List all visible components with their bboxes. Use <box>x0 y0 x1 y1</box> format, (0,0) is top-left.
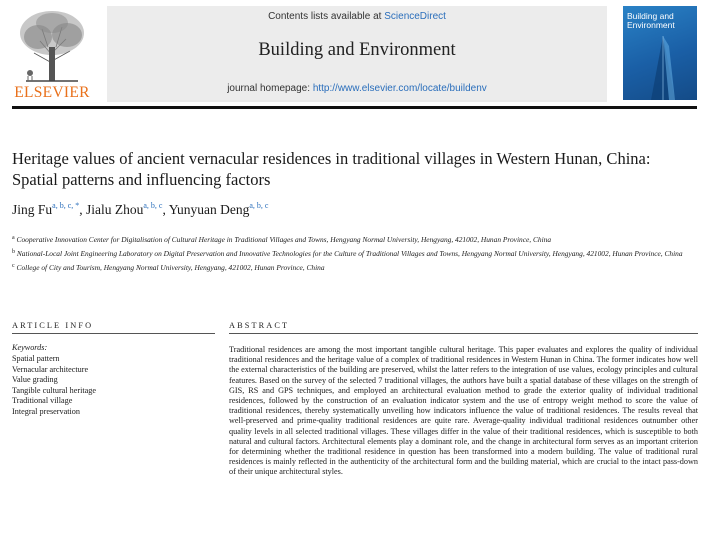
author-name[interactable]: Jialu Zhou <box>86 202 144 217</box>
journal-name: Building and Environment <box>258 40 456 60</box>
affiliation: $^c$ College of City and Tourism, Hengyang Normal University, Hengyang, 421002, Hunan Province, China <box>12 263 325 272</box>
abstract-divider <box>229 333 698 334</box>
affiliation: $^a$ Cooperative Innovation Center for Digitalisation of Cultural Heritage in Traditional Villages and Towns, Hengyang Normal University, Hengyang, 421002, Hunan Province, China <box>12 235 552 244</box>
author-affiliation-marks[interactable]: a, b, c <box>143 201 163 210</box>
header-divider <box>12 106 697 109</box>
author-affiliation-marks[interactable]: a, b, c, * <box>52 201 80 210</box>
author-affiliation-marks[interactable]: a, b, c <box>249 201 269 210</box>
keyword: Value grading <box>12 375 58 385</box>
keywords-label: Keywords: <box>12 343 48 352</box>
abstract-heading: ABSTRACT <box>229 321 290 330</box>
author-list: Jing $Fu^{a, b, c, *}$, Jialu Zhou$^{a, b, c}$, Yunyuan Deng$^{a, b, c}$ <box>12 201 269 217</box>
author-name[interactable]: Jing Fu <box>12 202 53 217</box>
author-name[interactable]: Yunyuan Deng <box>168 202 250 217</box>
keyword: Traditional village <box>12 396 73 406</box>
homepage-prefix: journal homepage: <box>227 83 313 94</box>
contents-prefix: Contents lists available at <box>268 11 385 22</box>
journal-cover <box>623 6 697 100</box>
cover-title: Building and Environment <box>627 11 675 30</box>
cover-building-graphic <box>623 6 697 100</box>
abstract-text: Traditional residences are among the most important tangible cultural heritage. This paper evaluates and explores the quality of individual traditional residences and the heritage value of a complex of traditional residences in Western Hunan in China. The former indicates how well the external characteristics of the building are preserved, whilst the latter refers to the integration of use values, ecology principles and cultural features. Based on the survey of the selected 7 traditional villages, the authors have built a spatial database of these villages on the strength of GIS, RS and GPS techniques, and employed an architectural evaluation method to grade the exterior quality of individual traditional residences, followed by the construction of an evaluation indicator system and the use of entropy weight method to score the value of traditional residences, thereby systematically unveiling how indicators influence the value of traditional residences. The results reveal that well-preserved and prime-quality traditional residences are quite rare. Average-quality individual traditional residences outnumber other quality levels in all selected traditional villages. These villages differ in the value of their traditional residences, which is susceptible to both natural and cultural factors. Architectural elements play a dominant role, and the change in architectural form serves as an important criterion for determining whether the traditional residence in question has been transformed into a modern building. The value of traditional rural residences is mainly reflected in the authenticity of the architectural form and the building material, which are crucial to the intact pass-down of their unique architectural styles. <box>229 345 698 477</box>
article-info-heading: ARTICLE INFO <box>12 321 94 330</box>
keyword-list <box>12 354 96 418</box>
keyword: Tangible cultural heritage <box>12 385 96 395</box>
publisher-wordmark: ELSEVIER <box>14 84 90 101</box>
affiliation: $^b$ National-Local Joint Engineering Laboratory on Digital Preservation and Innovative Technologies for the Culture of Traditional Villages and Towns, Hengyang Normal University, Hengyang, 421002, Hunan Province, China <box>12 249 683 258</box>
contents-line <box>107 11 607 22</box>
paper-title: Heritage values of ancient vernacular residences in traditional villages in Western Hunan, China: Spatial patterns and influencing factors <box>12 149 651 189</box>
journal-homepage-link[interactable]: http://www.elsevier.com/locate/buildenv <box>312 83 487 94</box>
sciencedirect-link[interactable]: ScienceDirect <box>384 11 446 22</box>
affiliations <box>12 233 698 275</box>
keyword: Vernacular architecture <box>12 364 89 374</box>
keyword: Integral preservation <box>12 406 80 416</box>
journal-homepage-line <box>107 83 607 94</box>
keyword: Spatial pattern <box>12 354 60 363</box>
article-info-divider <box>12 333 215 334</box>
